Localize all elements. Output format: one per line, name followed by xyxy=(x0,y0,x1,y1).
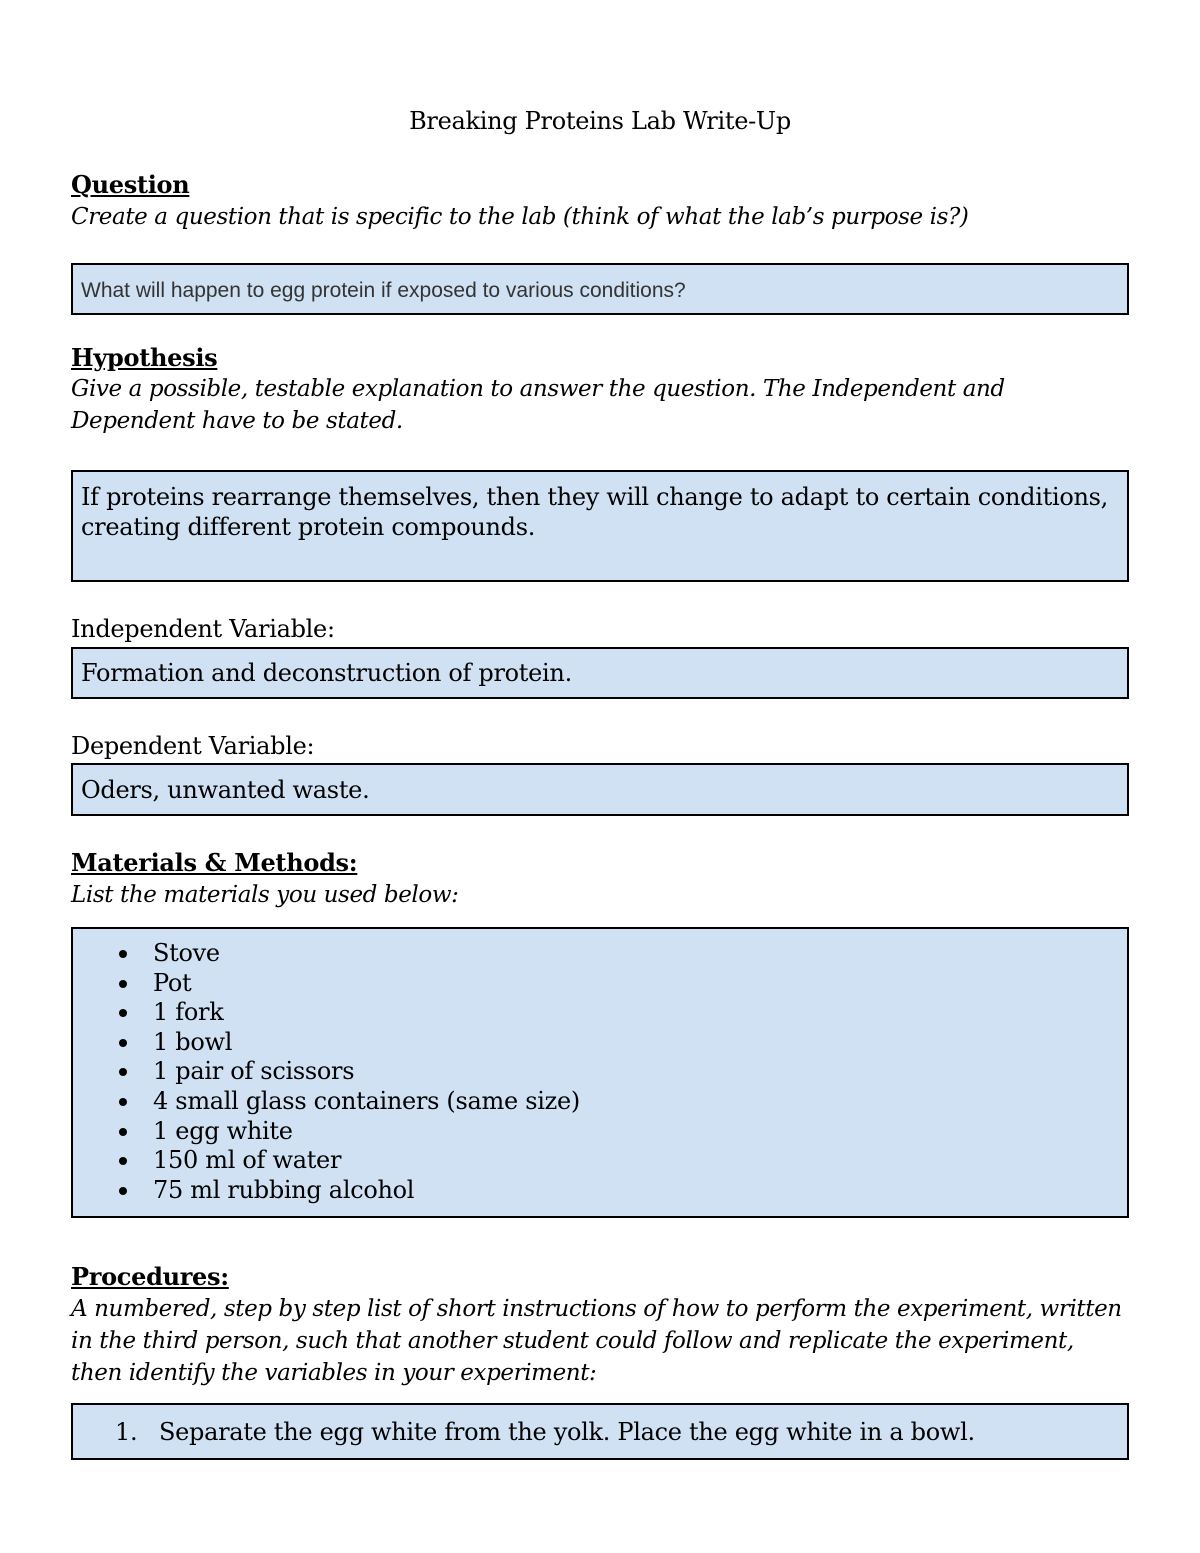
hypothesis-answer-box[interactable] xyxy=(71,470,1129,582)
materials-box[interactable] xyxy=(71,927,1129,1218)
materials-item-text: 1 bowl xyxy=(153,1027,233,1056)
materials-item-text: Stove xyxy=(153,939,220,967)
materials-list-item xyxy=(73,969,580,999)
independent-variable-answer: Formation and deconstruction of protein. xyxy=(81,659,572,687)
procedures-heading: Procedures: xyxy=(71,1262,229,1291)
materials-item-text: Pot xyxy=(153,968,192,997)
hypothesis-instruction: Give a possible, testable explanation to answer the question. The Independent and Dependent have to be stated. xyxy=(71,376,1005,434)
dependent-variable-label: Dependent Variable: xyxy=(71,732,315,760)
page-title: Breaking Proteins Lab Write-Up xyxy=(409,107,791,135)
materials-list-item xyxy=(73,1146,580,1176)
materials-list-item xyxy=(73,939,580,969)
procedures-instruction: A numbered, step by step list of short instructions of how to perform the experiment, written in the third person, such that another student could follow and replicate the experiment, then identify the variables in your experiment: xyxy=(71,1296,1122,1386)
bullet-icon xyxy=(119,950,127,958)
materials-list-item xyxy=(73,1087,580,1117)
materials-item-text: 150 ml of water xyxy=(153,1146,342,1175)
materials-heading: Materials & Methods: xyxy=(71,848,358,877)
question-answer-box[interactable] xyxy=(71,263,1129,315)
materials-list xyxy=(73,939,580,1205)
materials-list-item xyxy=(73,998,580,1028)
materials-item-text: 1 egg white xyxy=(153,1116,293,1145)
bullet-icon xyxy=(119,1068,127,1076)
dependent-variable-answer: Oders, unwanted waste. xyxy=(81,776,370,804)
question-instruction: Create a question that is specific to the lab (think of what the lab’s purpose is?) xyxy=(71,204,969,230)
independent-variable-box[interactable] xyxy=(71,647,1129,699)
dependent-variable-box[interactable] xyxy=(71,763,1129,816)
procedures-box[interactable] xyxy=(71,1403,1129,1460)
question-answer: What will happen to egg protein if exposed to various conditions? xyxy=(81,279,686,302)
bullet-icon xyxy=(119,980,127,988)
bullet-icon xyxy=(119,1128,127,1136)
materials-item-text: 75 ml rubbing alcohol xyxy=(153,1175,415,1204)
materials-item-text: 1 pair of scissors xyxy=(153,1057,355,1086)
materials-item-text: 4 small glass containers (same size) xyxy=(153,1086,580,1115)
materials-instruction: List the materials you used below: xyxy=(71,882,459,908)
materials-list-item xyxy=(73,1057,580,1087)
bullet-icon xyxy=(119,1098,127,1106)
materials-item-text: 1 fork xyxy=(153,998,224,1027)
materials-list-item xyxy=(73,1117,580,1147)
independent-variable-label: Independent Variable: xyxy=(71,615,335,643)
materials-list-item xyxy=(73,1028,580,1058)
bullet-icon xyxy=(119,1009,127,1017)
question-heading: Question xyxy=(71,170,190,199)
procedure-step-number: 1. xyxy=(115,1418,138,1446)
materials-list-item xyxy=(73,1176,580,1206)
bullet-icon xyxy=(119,1157,127,1165)
bullet-icon xyxy=(119,1039,127,1047)
hypothesis-answer: If proteins rearrange themselves, then they will change to adapt to certain conditions, creating different protein compounds. xyxy=(81,483,1108,541)
hypothesis-heading: Hypothesis xyxy=(71,343,218,372)
procedure-step-text: Separate the egg white from the yolk. Place the egg white in a bowl. xyxy=(159,1418,975,1446)
bullet-icon xyxy=(119,1187,127,1195)
